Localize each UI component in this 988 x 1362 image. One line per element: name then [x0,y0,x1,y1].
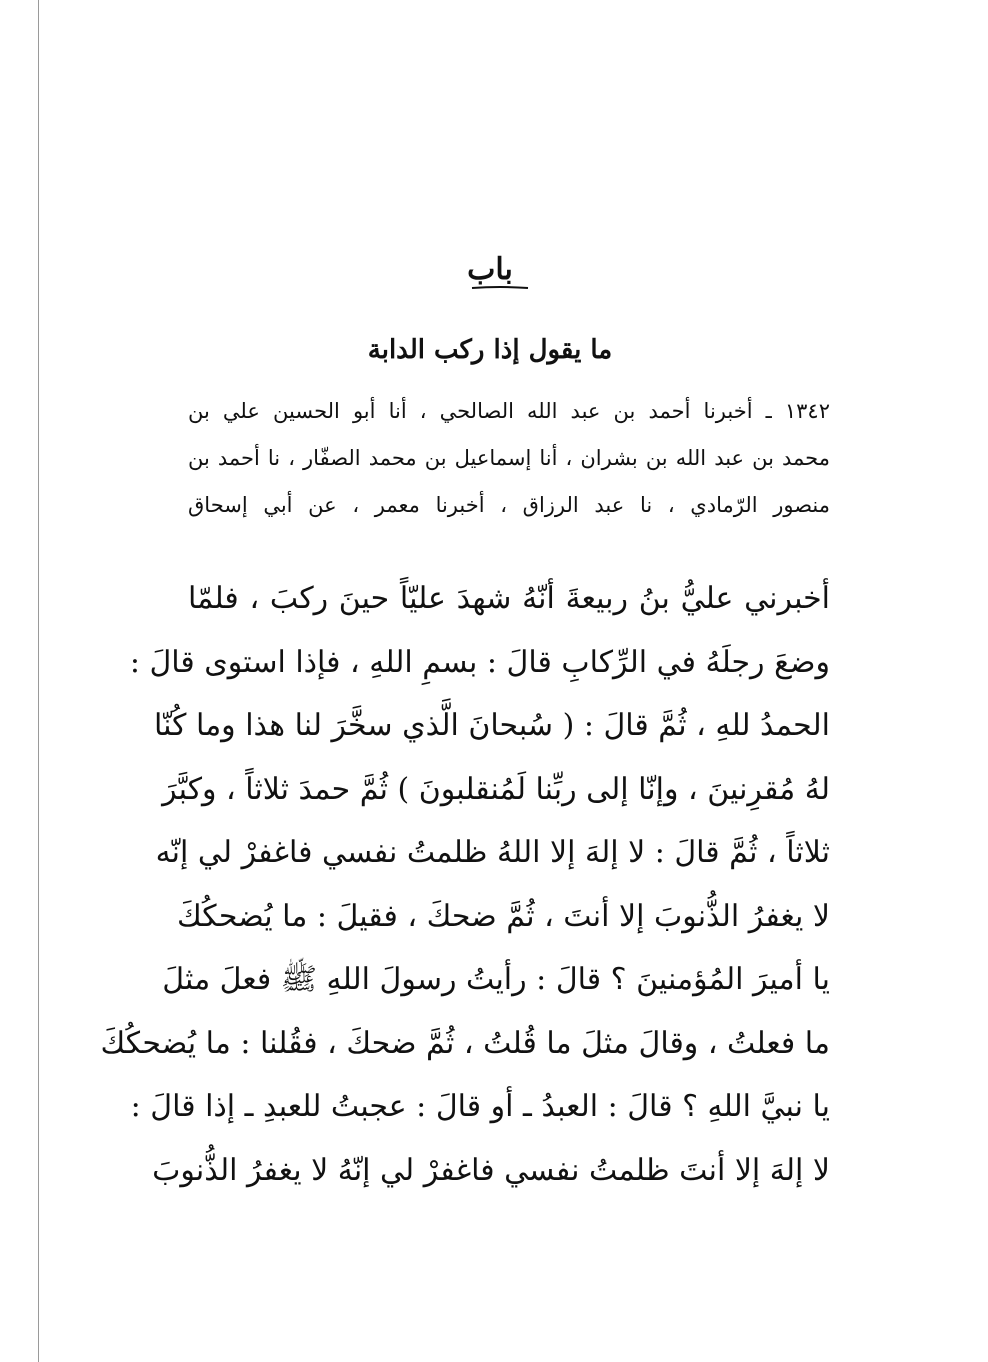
isnad-line: ١٣٤٢ ـ أخبرنا أحمد بن عبد الله الصالحي ، أنا أبو الحسين علي بن [188,399,830,423]
matn-line: يا أميرَ المُؤمنينَ ؟ قالَ : رأيتُ رسولَ اللهِ ﷺ فعلَ مثلَ [162,962,830,997]
matn-line: يا نبيَّ اللهِ ؟ قالَ : العبدُ ـ أو قالَ : عجبتُ للعبدِ ـ إذا قالَ : [130,1089,830,1124]
matn-line: ما فعلتُ ، وقالَ مثلَ ما قُلتُ ، ثُمَّ ضحكَ ، فقُلنا : ما يُضحكُكَ [100,1025,830,1061]
isnad-line: محمد بن عبد الله بن بشران ، أنا إسماعيل بن محمد الصفّار ، نا أحمد بن [188,446,830,470]
matn-paragraph [100,567,830,1202]
matn-line: ثلاثاً ، ثُمَّ قالَ : لا إلهَ إلا اللهُ ظلمتُ نفسي فاغفرْ لي إنّه [155,835,830,870]
chapter-title: ما يقول إذا ركب الدابة [367,335,613,365]
isnad-paragraph [188,388,830,529]
matn-line: أخبرني عليُّ بنُ ربيعةَ أنّهُ شهدَ عليّاً حينَ ركبَ ، فلمّا [188,581,830,616]
matn-line: وضعَ رجلَهُ في الرِّكابِ قالَ : بسمِ اللهِ ، فإذا استوى قالَ : [129,644,830,680]
matn-line: لا إلهَ إلا أنتَ ظلمتُ نفسي فاغفرْ لي إنّهُ لا يغفرُ الذُّنوبَ [152,1152,830,1188]
matn-line: لهُ مُقرِنينَ ، وإنّا إلى ربِّنا لَمُنقلبونَ ) ثُمَّ حمدَ ثلاثاً ، وكبَّرَ [162,771,830,807]
matn-line: لا يغفرُ الذُّنوبَ إلا أنتَ ، ثُمَّ ضحكَ ، فقيلَ : ما يُضحكُكَ [177,898,830,934]
heading-flourish [470,286,530,290]
scan-border-line [38,0,39,1362]
section-heading: باب [467,252,513,287]
isnad-line: منصور الرّمادي ، نا عبد الرزاق ، أخبرنا معمر ، عن أبي إسحاق [188,493,830,517]
book-page [100,0,830,1362]
matn-line: الحمدُ للهِ ، ثُمَّ قالَ : ( سُبحانَ الَّذي سخَّرَ لنا هذا وما كُنّا [153,708,830,743]
